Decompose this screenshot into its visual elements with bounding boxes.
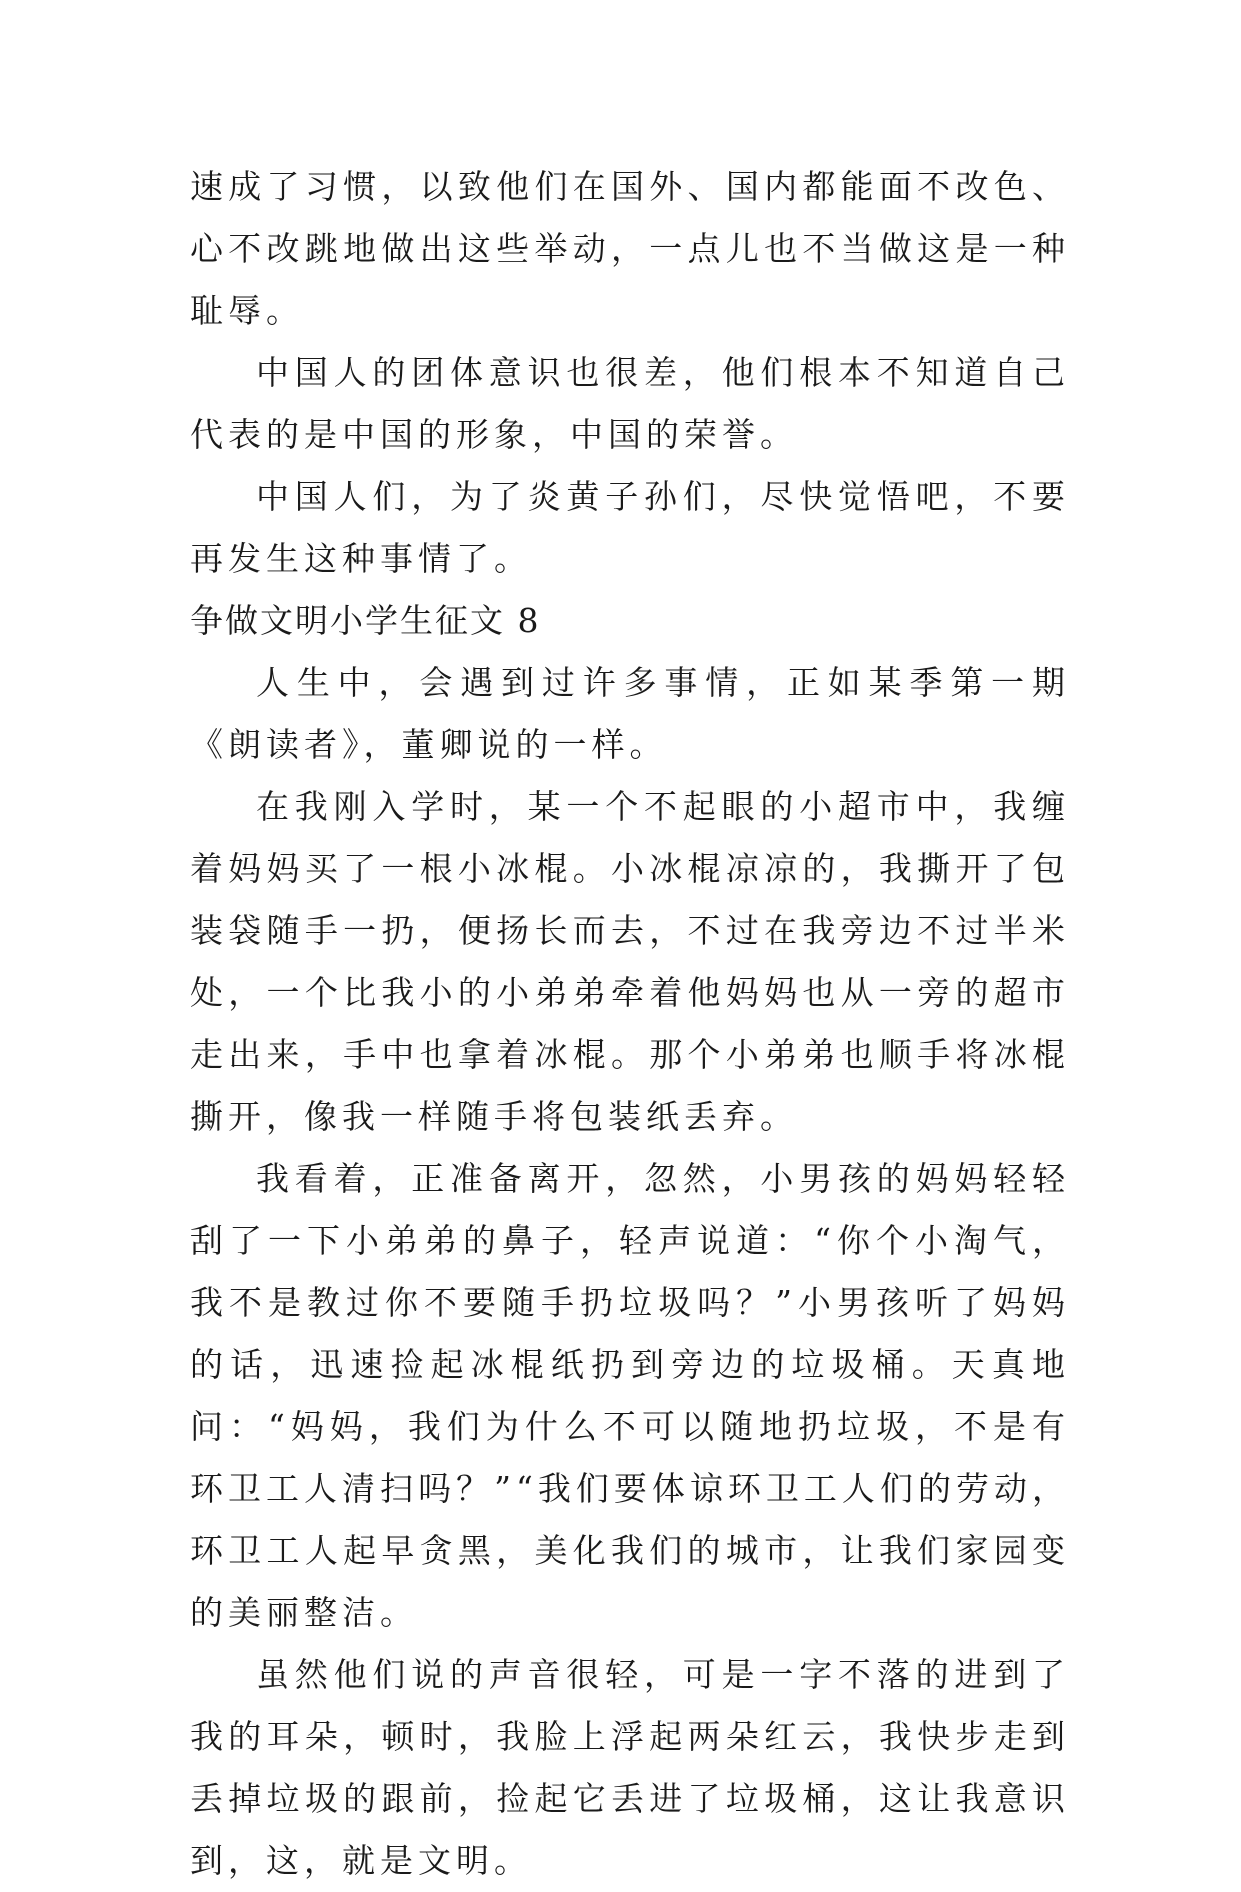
paragraph-continued: 速成了习惯，以致他们在国外、国内都能面不改色、心不改跳地做出这些举动，一点儿也不当做这是一种耻辱。 [190,167,1070,330]
paragraph-ice-pop-story: 在我刚入学时，某一个不起眼的小超市中，我缠着妈妈买了一根小冰棍。小冰棍凉凉的，我撕开了包装袋随手一扔，便扬长而去，不过在我旁边不过半米处，一个比我小的小弟弟牵着他妈妈也从一旁的超市走出来，手中也拿着冰棍。那个小弟弟也顺手将冰棍撕开，像我一样随手将包装纸丢弃。 [190,787,1070,1136]
section-title: 争做文明小学生征文 8 [190,601,541,640]
paragraph-team-awareness: 中国人的团体意识也很差，他们根本不知道自己代表的是中国的形象，中国的荣誉。 [190,353,1070,454]
paragraph-call-to-action: 中国人们，为了炎黄子孙们，尽快觉悟吧，不要再发生这种事情了。 [190,477,1070,578]
paragraph-intro: 人生中，会遇到过许多事情，正如某季第一期《朗读者》，董卿说的一样。 [190,663,1070,764]
document-body [190,156,1070,1892]
paragraph-mother-teaches: 我看着，正准备离开，忽然，小男孩的妈妈轻轻刮了一下小弟弟的鼻子，轻声说道：“你个小淘气，我不是教过你不要随手扔垃圾吗？”小男孩听了妈妈的话，迅速捡起冰棍纸扔到旁边的垃圾桶。天真地问：“妈妈，我们为什么不可以随地扔垃圾，不是有环卫工人清扫吗？”“我们要体谅环卫工人们的劳动，环卫工人起早贪黑，美化我们的城市，让我们家园变的美丽整洁。 [190,1159,1070,1632]
paragraph-realization: 虽然他们说的声音很轻，可是一字不落的进到了我的耳朵，顿时，我脸上浮起两朵红云，我快步走到丢掉垃圾的跟前，捡起它丢进了垃圾桶，这让我意识到，这，就是文明。 [190,1655,1070,1880]
